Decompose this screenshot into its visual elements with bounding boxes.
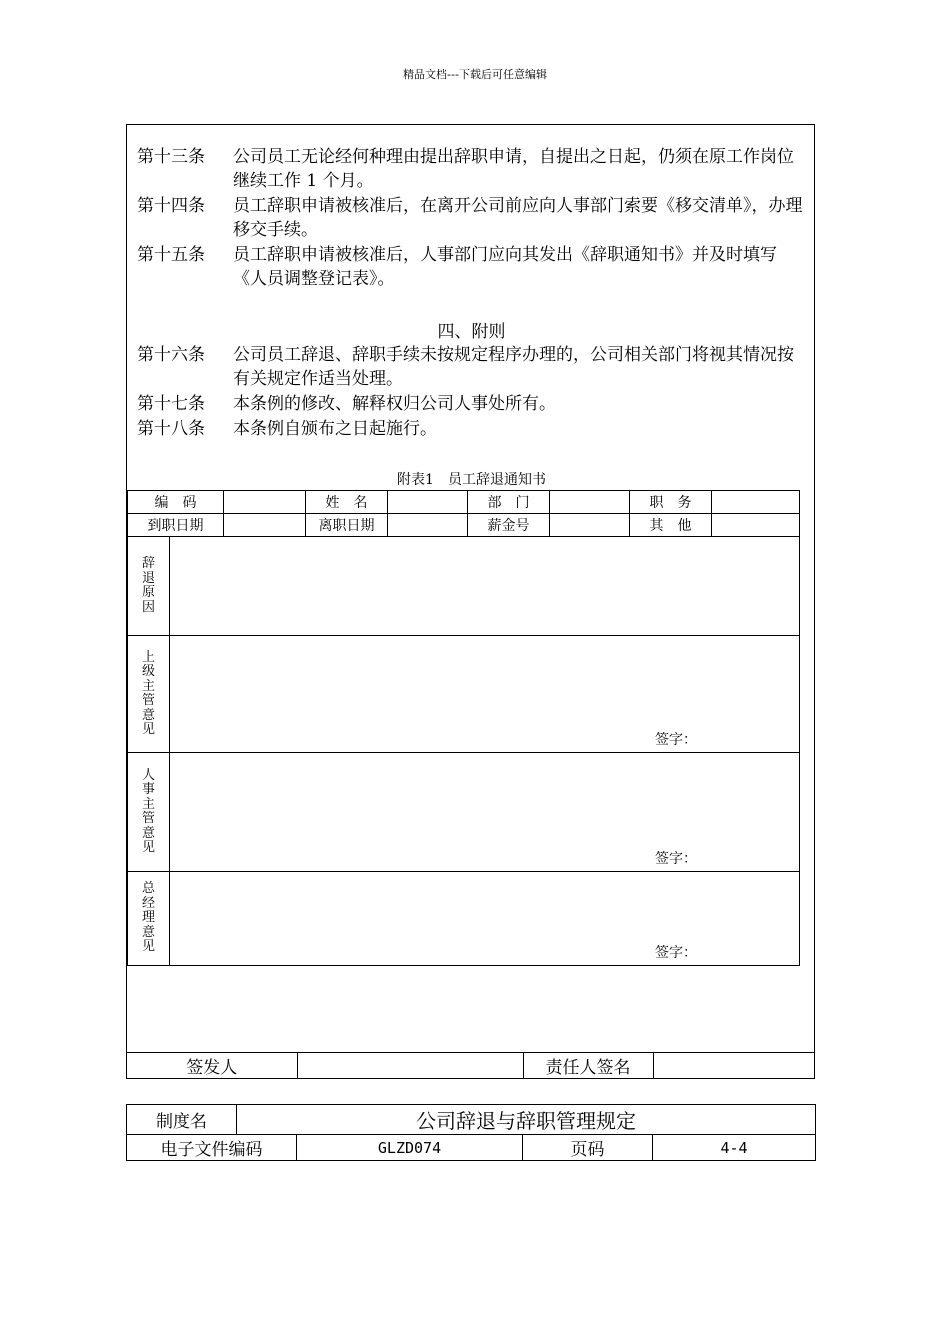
supervisor-opinion-row: [128, 636, 800, 753]
other-label: 其 他: [630, 514, 712, 537]
gm-opinion-label: 总 经 理 意 见: [128, 872, 170, 966]
system-name: 公司辞退与辞职管理规定: [237, 1105, 816, 1135]
article-text: 员工辞职申请被核准后，人事部门应向其发出《辞职通知书》并及时填写《人员调整登记表》。: [233, 245, 777, 289]
signature-label: 签字：: [655, 732, 697, 748]
article-number: 第十三条: [137, 147, 205, 167]
article-text: 公司员工无论经何种理由提出辞职申请，自提出之日起，仍须在原工作岗位继续工作 1 个月。: [233, 147, 794, 191]
name-field[interactable]: [388, 491, 468, 514]
section-title: 四、附则: [437, 322, 506, 342]
sign-row: [127, 1052, 814, 1078]
dismissal-reason-row: [128, 537, 800, 636]
supervisor-opinion-label: 上 级 主 管 意 见: [128, 636, 170, 753]
article-number: 第十四条: [137, 196, 205, 216]
form-row-1: [128, 491, 800, 514]
hr-opinion-row: [128, 753, 800, 872]
name-label: 姓 名: [306, 491, 388, 514]
code-label: 编 码: [128, 491, 224, 514]
salary-number-label: 薪金号: [468, 514, 550, 537]
dismissal-reason-label: 辞 退 原 因: [128, 537, 170, 636]
responsible-signature-label: 责任人签名: [523, 1053, 653, 1079]
system-name-label: 制度名: [127, 1105, 237, 1135]
page-number: 4-4: [653, 1135, 816, 1161]
signature-label: 签字：: [655, 945, 697, 961]
article-text: 员工辞职申请被核准后，在离开公司前应向人事部门索要《移交清单》，办理移交手续。: [233, 196, 803, 240]
department-label: 部 门: [468, 491, 550, 514]
article-number: 第十五条: [137, 245, 205, 265]
hr-opinion-label: 人 事 主 管 意 见: [128, 753, 170, 872]
form-caption: 附表1 员工辞退通知书: [397, 472, 546, 488]
article-text: 本条例自颁布之日起施行。: [233, 419, 437, 439]
page-header: 精品文档---下载后可任意编辑: [403, 68, 547, 81]
supervisor-opinion-field[interactable]: [170, 636, 800, 753]
department-field[interactable]: [550, 491, 630, 514]
leave-date-field[interactable]: [388, 514, 468, 537]
gm-opinion-row: [128, 872, 800, 966]
code-field[interactable]: [224, 491, 306, 514]
form-row-2: [128, 514, 800, 537]
document-footer: [126, 1104, 816, 1161]
signature-label: 签字：: [655, 851, 697, 867]
file-code: GLZD074: [297, 1135, 523, 1161]
document-frame: [126, 124, 815, 1079]
position-field[interactable]: [712, 491, 800, 514]
hr-opinion-field[interactable]: [170, 753, 800, 872]
article-number: 第十六条: [137, 345, 205, 365]
responsible-signature-field[interactable]: [653, 1053, 814, 1079]
file-code-label: 电子文件编码: [127, 1135, 297, 1161]
page-label: 页码: [523, 1135, 653, 1161]
article-text: 公司员工辞退、辞职手续未按规定程序办理的，公司相关部门将视其情况按有关规定作适当处理。: [233, 345, 794, 389]
other-field[interactable]: [712, 514, 800, 537]
start-date-label: 到职日期: [128, 514, 224, 537]
article-number: 第十七条: [137, 394, 205, 414]
article-text: 本条例的修改、解释权归公司人事处所有。: [233, 394, 556, 414]
dismissal-reason-field[interactable]: [170, 537, 800, 636]
gm-opinion-field[interactable]: [170, 872, 800, 966]
dismissal-notice-form: [127, 490, 800, 966]
issuer-field[interactable]: [297, 1053, 523, 1079]
issuer-label: 签发人: [127, 1053, 297, 1079]
salary-number-field[interactable]: [550, 514, 630, 537]
start-date-field[interactable]: [224, 514, 306, 537]
article-number: 第十八条: [137, 419, 205, 439]
position-label: 职 务: [630, 491, 712, 514]
leave-date-label: 离职日期: [306, 514, 388, 537]
